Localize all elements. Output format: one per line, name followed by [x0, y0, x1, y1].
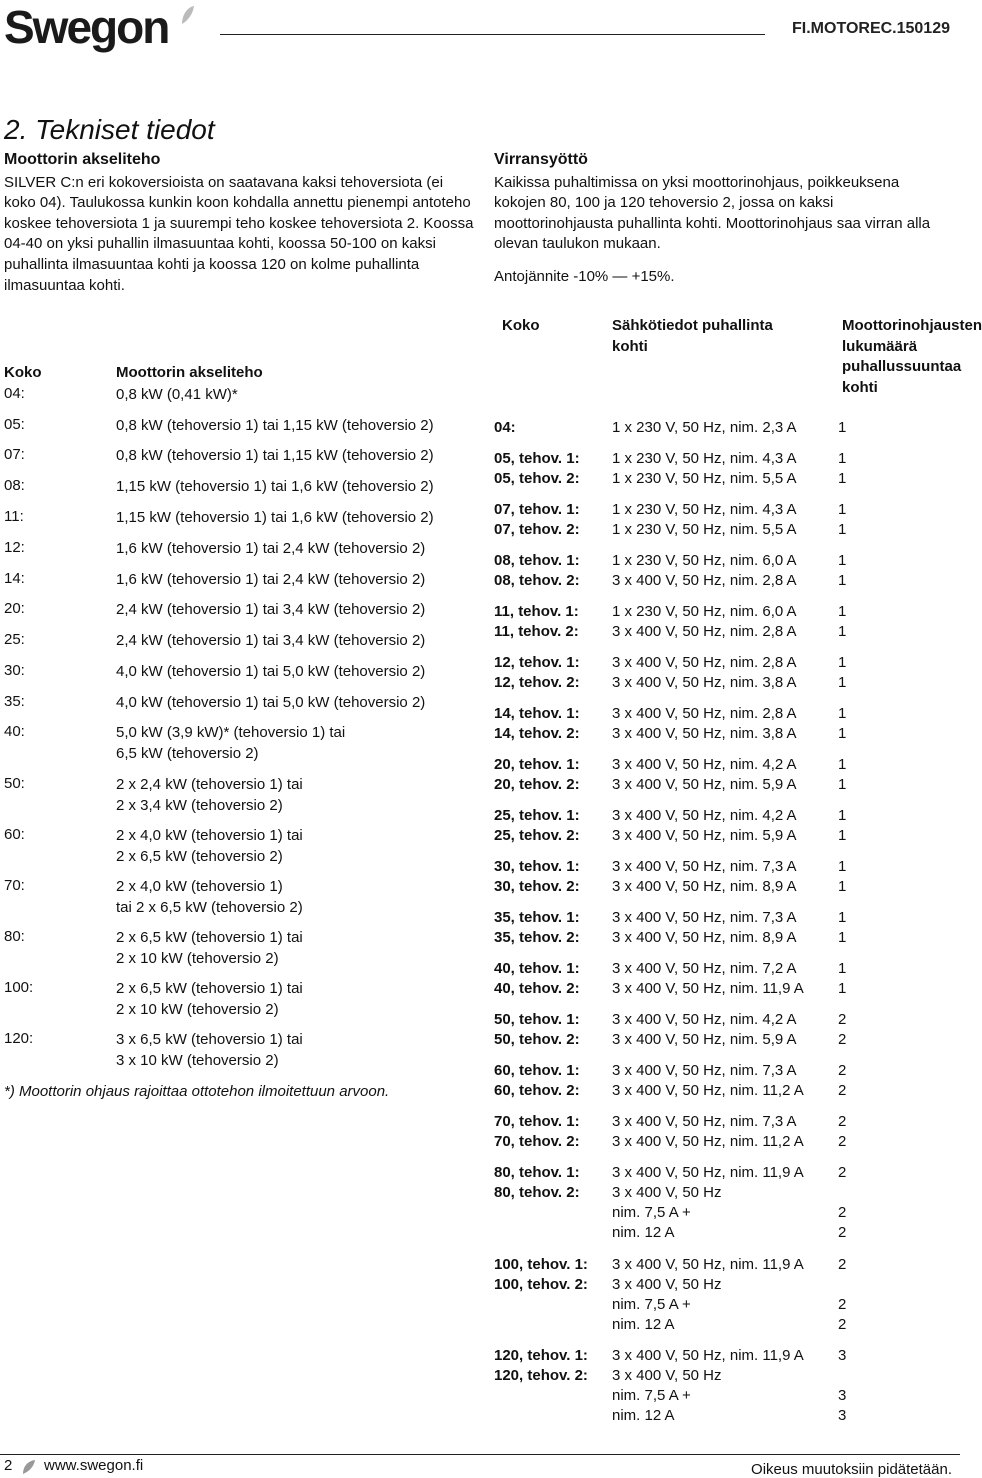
row-power-line2: 2 x 10 kW (tehoversio 2): [116, 1000, 279, 1018]
row-size: 100, tehov. 2:: [494, 1276, 588, 1293]
header-rule: [220, 34, 765, 35]
row-count: 1: [838, 909, 847, 926]
power-col-value: Moottorin akseliteho: [116, 364, 263, 381]
row-size: 60, tehov. 2:: [494, 1082, 580, 1099]
row-size: 100, tehov. 1:: [494, 1256, 588, 1273]
row-supply: 3 x 400 V, 50 Hz: [612, 1276, 722, 1293]
section-title: 2. Tekniset tiedot: [4, 114, 215, 145]
row-size: 12, tehov. 1:: [494, 654, 580, 671]
row-count: 1: [838, 705, 847, 722]
row-count: 2: [838, 1204, 847, 1221]
row-supply: 3 x 400 V, 50 Hz: [612, 1184, 722, 1201]
row-supply: 3 x 400 V, 50 Hz, nim. 2,8 A: [612, 654, 797, 671]
row-size: 20:: [4, 600, 25, 617]
power-supply-heading: Virransyöttö: [494, 151, 588, 168]
row-power: [116, 1030, 476, 1071]
row-count: 1: [838, 603, 847, 620]
row-size: 80:: [4, 928, 25, 945]
row-size: 50, tehov. 2:: [494, 1031, 580, 1048]
row-supply: nim. 12 A: [612, 1316, 675, 1333]
row-supply: 3 x 400 V, 50 Hz: [612, 1367, 722, 1384]
row-size: 14, tehov. 1:: [494, 705, 580, 722]
row-supply: 1 x 230 V, 50 Hz, nim. 4,3 A: [612, 450, 797, 467]
row-size: 25, tehov. 1:: [494, 807, 580, 824]
row-power: [116, 416, 476, 437]
row-size: 80, tehov. 1:: [494, 1164, 580, 1181]
row-supply: 3 x 400 V, 50 Hz, nim. 2,8 A: [612, 705, 797, 722]
supply-col-size: Koko: [502, 317, 540, 334]
row-count: 2: [838, 1164, 847, 1181]
row-power: [116, 477, 476, 498]
row-power-line2: tai 2 x 6,5 kW (tehoversio 2): [116, 898, 303, 916]
row-supply: 3 x 400 V, 50 Hz, nim. 7,3 A: [612, 1113, 797, 1130]
row-power-line1: 2 x 4,0 kW (tehoversio 1): [116, 878, 283, 895]
row-size: 40:: [4, 723, 25, 740]
row-power-line2: 2 x 10 kW (tehoversio 2): [116, 949, 279, 967]
row-power: [116, 723, 476, 764]
row-power-line1: 2,4 kW (tehoversio 1) tai 3,4 kW (tehoversio 2): [116, 601, 426, 618]
row-size: 07, tehov. 1:: [494, 501, 580, 518]
row-supply: 1 x 230 V, 50 Hz, nim. 5,5 A: [612, 521, 797, 538]
row-size: 20, tehov. 1:: [494, 756, 580, 773]
supply-col-count: Moottorinohjausten lukumäärä puhallussuuntaa kohti: [842, 317, 982, 396]
row-power-line1: 4,0 kW (tehoversio 1) tai 5,0 kW (tehoversio 2): [116, 694, 426, 711]
row-power-line2: 2 x 6,5 kW (tehoversio 2): [116, 847, 283, 865]
row-size: 35, tehov. 2:: [494, 929, 580, 946]
row-supply: nim. 7,5 A +: [612, 1296, 691, 1313]
row-size: 70:: [4, 877, 25, 894]
row-supply: 3 x 400 V, 50 Hz, nim. 7,3 A: [612, 909, 797, 926]
row-supply: 3 x 400 V, 50 Hz, nim. 11,2 A: [612, 1082, 804, 1099]
row-size: 11, tehov. 2:: [494, 623, 579, 640]
row-supply: 3 x 400 V, 50 Hz, nim. 7,3 A: [612, 858, 797, 875]
row-size: 04:: [4, 385, 25, 402]
footnote: *) Moottorin ohjaus rajoittaa ottotehon ilmoitettuun arvoon.: [4, 1083, 390, 1100]
row-size: 40, tehov. 1:: [494, 960, 580, 977]
row-count: 2: [838, 1296, 847, 1313]
row-power-line1: 2 x 2,4 kW (tehoversio 1) tai: [116, 776, 303, 793]
row-size: 14, tehov. 2:: [494, 725, 580, 742]
row-supply: 1 x 230 V, 50 Hz, nim. 4,3 A: [612, 501, 797, 518]
row-power: [116, 928, 476, 969]
row-size: 05, tehov. 2:: [494, 470, 580, 487]
row-power-line1: 3 x 6,5 kW (tehoversio 1) tai: [116, 1031, 303, 1048]
row-power-line1: 2 x 4,0 kW (tehoversio 1) tai: [116, 827, 303, 844]
row-size: 11:: [4, 508, 24, 525]
row-size: 30:: [4, 662, 25, 679]
row-count: 2: [838, 1113, 847, 1130]
row-power-line1: 2 x 6,5 kW (tehoversio 1) tai: [116, 980, 303, 997]
row-supply: 3 x 400 V, 50 Hz, nim. 2,8 A: [612, 623, 797, 640]
row-size: 30, tehov. 1:: [494, 858, 580, 875]
row-size: 05, tehov. 1:: [494, 450, 580, 467]
row-supply: 3 x 400 V, 50 Hz, nim. 11,9 A: [612, 1164, 804, 1181]
row-supply: 3 x 400 V, 50 Hz, nim. 7,2 A: [612, 960, 797, 977]
row-size: 50:: [4, 775, 25, 792]
row-size: 70, tehov. 2:: [494, 1133, 580, 1150]
row-size: 14:: [4, 570, 25, 587]
row-supply: 3 x 400 V, 50 Hz, nim. 5,9 A: [612, 776, 797, 793]
row-power: [116, 508, 476, 529]
row-size: 40, tehov. 2:: [494, 980, 580, 997]
row-power: [116, 385, 476, 406]
row-power-line2: 6,5 kW (tehoversio 2): [116, 744, 259, 762]
page-number: 2: [4, 1457, 13, 1474]
row-supply: 3 x 400 V, 50 Hz, nim. 11,9 A: [612, 1347, 804, 1364]
row-power: [116, 775, 476, 816]
row-size: 04:: [494, 419, 516, 436]
row-size: 07:: [4, 446, 25, 463]
leaf-icon: [22, 1459, 36, 1475]
row-supply: 1 x 230 V, 50 Hz, nim. 6,0 A: [612, 603, 797, 620]
row-supply: 3 x 400 V, 50 Hz, nim. 7,3 A: [612, 1062, 797, 1079]
row-supply: 3 x 400 V, 50 Hz, nim. 4,2 A: [612, 807, 797, 824]
footer-note: Oikeus muutoksiin pidätetään.: [751, 1461, 952, 1478]
row-size: 100:: [4, 979, 34, 996]
row-count: 1: [838, 776, 847, 793]
row-count: 1: [838, 807, 847, 824]
row-power-line1: 4,0 kW (tehoversio 1) tai 5,0 kW (tehoversio 2): [116, 663, 426, 680]
row-power-line1: 0,8 kW (tehoversio 1) tai 1,15 kW (tehoversio 2): [116, 447, 434, 464]
row-supply: 3 x 400 V, 50 Hz, nim. 11,2 A: [612, 1133, 804, 1150]
row-supply: 3 x 400 V, 50 Hz, nim. 8,9 A: [612, 929, 797, 946]
row-size: 60, tehov. 1:: [494, 1062, 580, 1079]
row-size: 08, tehov. 1:: [494, 552, 580, 569]
row-supply: 3 x 400 V, 50 Hz, nim. 5,9 A: [612, 1031, 797, 1048]
row-supply: 3 x 400 V, 50 Hz, nim. 2,8 A: [612, 572, 797, 589]
row-power: [116, 826, 476, 867]
row-count: 1: [838, 827, 847, 844]
row-size: 12, tehov. 2:: [494, 674, 580, 691]
row-size: 11, tehov. 1:: [494, 603, 579, 620]
row-size: 30, tehov. 2:: [494, 878, 580, 895]
row-power: [116, 631, 476, 652]
row-supply: 1 x 230 V, 50 Hz, nim. 2,3 A: [612, 419, 797, 436]
row-count: 1: [838, 878, 847, 895]
row-supply: 3 x 400 V, 50 Hz, nim. 3,8 A: [612, 674, 797, 691]
footer-rule: [0, 1454, 960, 1455]
row-count: 1: [838, 450, 847, 467]
row-power: [116, 877, 476, 918]
document-id: FI.MOTOREC.150129: [792, 20, 950, 37]
row-power-line1: 0,8 kW (tehoversio 1) tai 1,15 kW (tehoversio 2): [116, 417, 434, 434]
row-count: 1: [838, 552, 847, 569]
row-supply: nim. 7,5 A +: [612, 1204, 691, 1221]
row-count: 1: [838, 654, 847, 671]
voltage-tolerance: Antojännite -10% — +15%.: [494, 267, 675, 285]
row-count: 2: [838, 1082, 847, 1099]
row-size: 25, tehov. 2:: [494, 827, 580, 844]
row-count: 2: [838, 1011, 847, 1028]
row-count: 1: [838, 725, 847, 742]
row-power: [116, 570, 476, 591]
row-power: [116, 446, 476, 467]
row-count: 1: [838, 756, 847, 773]
row-supply: 1 x 230 V, 50 Hz, nim. 6,0 A: [612, 552, 797, 569]
row-power-line2: 3 x 10 kW (tehoversio 2): [116, 1051, 279, 1069]
row-power: [116, 662, 476, 683]
row-power: [116, 979, 476, 1020]
row-power-line1: 2 x 6,5 kW (tehoversio 1) tai: [116, 929, 303, 946]
row-supply: 3 x 400 V, 50 Hz, nim. 11,9 A: [612, 1256, 804, 1273]
row-count: 1: [838, 674, 847, 691]
row-size: 120:: [4, 1030, 34, 1047]
row-count: 1: [838, 960, 847, 977]
swegon-logo: Swegon: [4, 1, 169, 53]
row-power-line2: 2 x 3,4 kW (tehoversio 2): [116, 796, 283, 814]
row-count: 2: [838, 1031, 847, 1048]
row-power-line1: 0,8 kW (0,41 kW)*: [116, 386, 238, 403]
row-size: 80, tehov. 2:: [494, 1184, 580, 1201]
row-supply: 3 x 400 V, 50 Hz, nim. 8,9 A: [612, 878, 797, 895]
website-link[interactable]: www.swegon.fi: [44, 1457, 144, 1474]
row-power-line1: 1,15 kW (tehoversio 1) tai 1,6 kW (tehoversio 2): [116, 478, 434, 495]
row-count: 2: [838, 1224, 847, 1241]
row-power: [116, 600, 476, 621]
power-supply-intro: Kaikissa puhaltimissa on yksi moottorinohjaus, poikkeuksena kokojen 80, 100 ja 120 tehoversio 2, jossa on kaksi moottorinohjausta puhallinta kohti. Moottorinohjaus saa virran alla olevan taulukon mukaan.: [494, 173, 931, 253]
row-power-line1: 5,0 kW (3,9 kW)* (tehoversio 1) tai: [116, 724, 346, 741]
row-size: 120, tehov. 1:: [494, 1347, 588, 1364]
row-size: 70, tehov. 1:: [494, 1113, 580, 1130]
row-count: 1: [838, 470, 847, 487]
row-count: 3: [838, 1347, 847, 1364]
row-supply: 3 x 400 V, 50 Hz, nim. 4,2 A: [612, 756, 797, 773]
row-size: 08, tehov. 2:: [494, 572, 580, 589]
row-count: 2: [838, 1062, 847, 1079]
row-size: 120, tehov. 2:: [494, 1367, 588, 1384]
row-count: 1: [838, 501, 847, 518]
motor-power-heading: Moottorin akseliteho: [4, 151, 161, 168]
row-supply: 3 x 400 V, 50 Hz, nim. 5,9 A: [612, 827, 797, 844]
row-count: 2: [838, 1256, 847, 1273]
row-size: 50, tehov. 1:: [494, 1011, 580, 1028]
row-supply: nim. 7,5 A +: [612, 1387, 691, 1404]
row-supply: nim. 12 A: [612, 1407, 675, 1424]
motor-power-intro: SILVER C:n eri kokoversioista on saatavana kaksi tehoversiota (ei koko 04). Taulukossa kunkin koon kohdalla annettu pienempi antoteho koskee tehoversiota 1 ja suurempi teho koskee tehoversiota 2. Koossa 04-40 on yksi puhallin ilmasuuntaa kohti, koossa 50-100 on kaksi puhallinta ilmasuuntaa kohti ja koossa 120 on kolme puhallinta ilmasuuntaa kohti.: [4, 173, 474, 294]
row-size: 35:: [4, 693, 25, 710]
row-count: 1: [838, 980, 847, 997]
row-count: 1: [838, 572, 847, 589]
row-supply: 3 x 400 V, 50 Hz, nim. 11,9 A: [612, 980, 804, 997]
row-count: 1: [838, 623, 847, 640]
row-count: 1: [838, 858, 847, 875]
power-col-size: Koko: [4, 364, 42, 381]
row-count: 1: [838, 521, 847, 538]
row-size: 20, tehov. 2:: [494, 776, 580, 793]
supply-col-electrical: Sähkötiedot puhallinta kohti: [612, 317, 773, 355]
row-size: 07, tehov. 2:: [494, 521, 580, 538]
row-power: [116, 693, 476, 714]
row-supply: 3 x 400 V, 50 Hz, nim. 3,8 A: [612, 725, 797, 742]
row-count: 2: [838, 1316, 847, 1333]
row-size: 08:: [4, 477, 25, 494]
row-size: 12:: [4, 539, 25, 556]
row-power-line1: 2,4 kW (tehoversio 1) tai 3,4 kW (tehoversio 2): [116, 632, 426, 649]
row-count: 3: [838, 1387, 847, 1404]
row-count: 2: [838, 1133, 847, 1150]
power-supply-section: [494, 150, 954, 288]
row-count: 3: [838, 1407, 847, 1424]
motor-power-section: [4, 150, 474, 296]
row-power-line1: 1,6 kW (tehoversio 1) tai 2,4 kW (tehoversio 2): [116, 540, 426, 557]
row-power-line1: 1,15 kW (tehoversio 1) tai 1,6 kW (tehoversio 2): [116, 509, 434, 526]
row-size: 35, tehov. 1:: [494, 909, 580, 926]
leaf-icon: [180, 4, 196, 26]
row-supply: nim. 12 A: [612, 1224, 675, 1241]
row-count: 1: [838, 929, 847, 946]
row-supply: 1 x 230 V, 50 Hz, nim. 5,5 A: [612, 470, 797, 487]
row-power: [116, 539, 476, 560]
row-size: 60:: [4, 826, 25, 843]
row-power-line1: 1,6 kW (tehoversio 1) tai 2,4 kW (tehoversio 2): [116, 571, 426, 588]
row-size: 05:: [4, 416, 25, 433]
row-size: 25:: [4, 631, 25, 648]
row-count: 1: [838, 419, 847, 436]
row-supply: 3 x 400 V, 50 Hz, nim. 4,2 A: [612, 1011, 797, 1028]
